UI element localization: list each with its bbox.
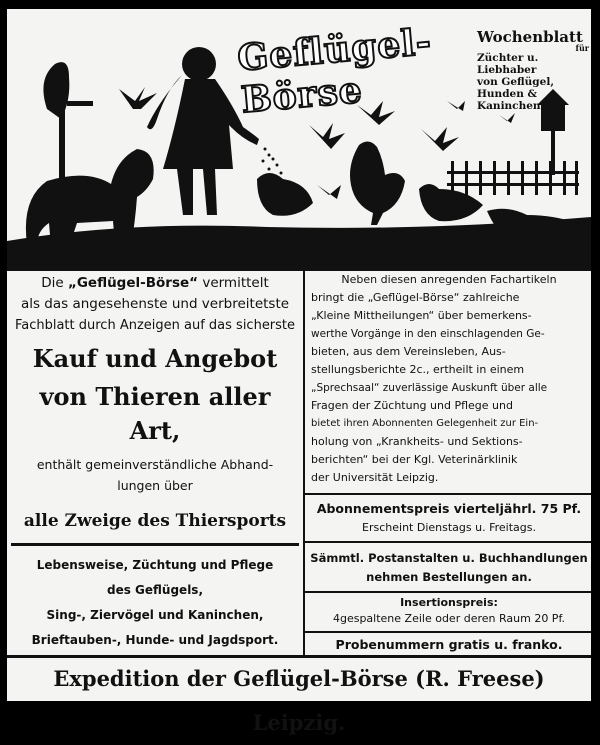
parrot-silhouette xyxy=(43,62,69,119)
post-line-1: Sämmtl. Postanstalten u. Buchhandlungen xyxy=(310,551,588,565)
footer-expedition: Expedition der Geflügel-Börse (R. Freese) Leipzig. xyxy=(53,666,545,735)
left-column xyxy=(11,273,299,534)
intro-word-die: Die xyxy=(41,275,64,291)
right-p1-l6: stellungsberichte 2c., ertheilt in einem xyxy=(311,363,525,376)
right-lower xyxy=(309,499,589,537)
mid-line-2: lungen über xyxy=(117,478,193,493)
right-divider-4 xyxy=(305,631,591,633)
right-p1-l5: bieten, aus dem Vereinsleben, Aus- xyxy=(311,345,506,358)
insertion-line: 4gespaltene Zeile oder deren Raum 20 Pf. xyxy=(332,612,566,625)
right-p1-l1: Neben diesen anregenden Fachartikeln xyxy=(341,273,557,286)
right-divider-2 xyxy=(305,541,591,543)
fuer-label: für xyxy=(575,43,589,53)
girl-head xyxy=(182,47,216,81)
headline-kauf: Kauf und Angebot xyxy=(32,344,278,373)
box-line-3: Sing-, Ziervögel und Kaninchen, xyxy=(46,608,264,622)
masthead-title: Geflügel-Börse xyxy=(235,20,434,122)
box-line-1: Lebensweise, Züchtung und Pflege xyxy=(36,558,274,572)
right-probe xyxy=(309,635,589,655)
wochenblatt-label: Wochenblatt xyxy=(477,28,583,46)
right-p1-l4: werthe Vorgänge in den einschlagenden Ge- xyxy=(311,328,545,340)
advertisement-frame xyxy=(7,9,591,735)
box-line-4: Brieftauben-, Hunde- und Jagdsport. xyxy=(31,633,279,647)
insertion-title: Insertionspreis: xyxy=(400,596,498,609)
probe-line: Probenummern gratis u. franko. xyxy=(335,637,563,652)
subtitle-line-2: von Geflügel, Hunden & Kaninchen. xyxy=(477,76,554,112)
perch-bar xyxy=(67,101,93,106)
fence xyxy=(447,161,579,195)
right-p1-l11: berichten“ bei der Kgl. Veterinärklinik xyxy=(311,453,518,466)
right-order xyxy=(309,549,589,587)
right-p1-l8: Fragen der Züchtung und Pflege und xyxy=(311,399,513,412)
intro-title-ref: „Geflügel-Börse“ xyxy=(67,275,199,291)
intro-line-3: Fachblatt durch Anzeigen auf das sicherste xyxy=(14,318,296,333)
abo-price: Abonnementspreis vierteljährl. 75 Pf. xyxy=(316,501,582,516)
hen-left-silhouette xyxy=(257,173,313,216)
headline-thieren: von Thieren aller Art, xyxy=(39,382,271,445)
left-box-divider xyxy=(11,543,299,546)
masthead-subtitle xyxy=(477,28,589,112)
intro-word-vermittelt: vermittelt xyxy=(202,275,269,291)
column-divider xyxy=(303,270,305,657)
right-p1-l7: „Sprechsaal“ zuverlässige Auskunft über alle xyxy=(311,382,548,394)
left-box xyxy=(11,553,299,653)
right-insertion xyxy=(309,595,589,627)
right-p1-l2: bringt die „Geflügel-Börse“ zahlreiche xyxy=(311,291,520,304)
right-p1-l12: der Universität Leipzig. xyxy=(311,471,439,484)
erscheint-line: Erscheint Dienstags u. Freitags. xyxy=(362,521,536,534)
intro-line-1 xyxy=(11,273,299,294)
post-line-2: nehmen Bestellungen an. xyxy=(366,570,532,584)
subtitle-line-1: Züchter u. Liebhaber xyxy=(477,52,539,76)
right-p1-l10: holung von „Krankheits- und Sektions- xyxy=(311,435,523,448)
intro-line-2: als das angesehenste und verbreitetste xyxy=(20,296,290,312)
right-divider-3 xyxy=(305,591,591,593)
right-column xyxy=(311,271,587,487)
top-divider xyxy=(7,267,591,270)
rooster-silhouette xyxy=(350,141,405,225)
right-divider-1 xyxy=(305,493,591,495)
right-p1-l9: bietet ihren Abonnenten Gelegenheit zur Ein- xyxy=(311,418,539,429)
right-p1-l3: „Kleine Mittheilungen“ über bemerkens- xyxy=(311,309,532,322)
mid-line-1: enthält gemeinverständliche Abhand- xyxy=(36,457,274,472)
headline-zweige: alle Zweige des Thiersports xyxy=(23,511,287,531)
box-line-2: des Geflügels, xyxy=(106,583,204,597)
